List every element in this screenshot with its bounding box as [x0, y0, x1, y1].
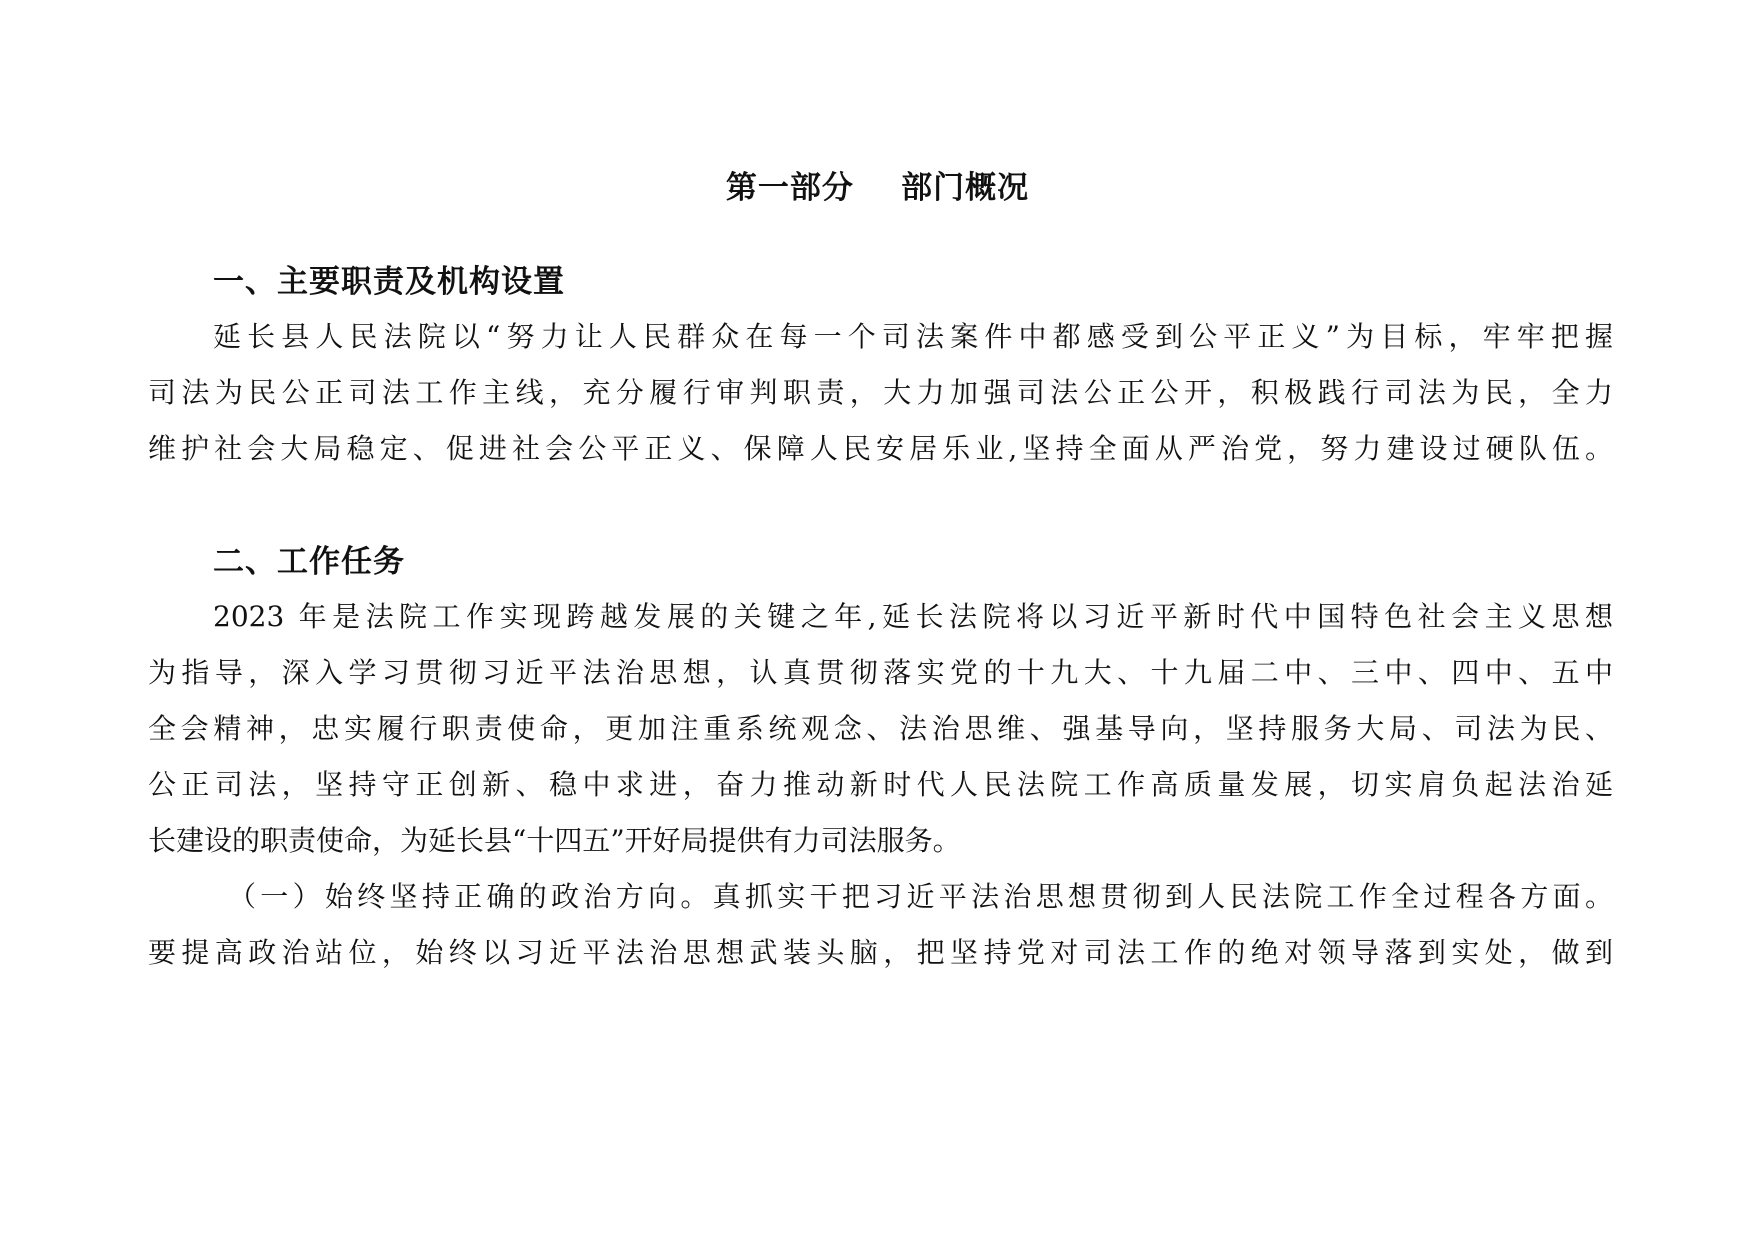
- paragraph-line: 公正司法，坚持守正创新、稳中求进，奋力推动新时代人民法院工作高质量发展，切实肩负起法治延: [148, 768, 1613, 801]
- paragraph-line: 2023 年是法院工作实现跨越发展的关键之年,延长法院将以习近平新时代中国特色社会主义思想: [213, 600, 1613, 633]
- paragraph-line: 要提高政治站位，始终以习近平法治思想武装头脑，把坚持党对司法工作的绝对领导落到实处，做到: [148, 936, 1613, 969]
- paragraph-line: 维护社会大局稳定、促进社会公平正义、保障人民安居乐业,坚持全面从严治党，努力建设过硬队伍。: [148, 432, 1613, 465]
- section-heading-duties: 一、主要职责及机构设置: [213, 264, 565, 300]
- paragraph-line: 延长县人民法院以“努力让人民群众在每一个司法案件中都感受到公平正义”为目标，牢牢把握: [213, 320, 1613, 353]
- paragraph-line: 长建设的职责使命，为延长县“十四五”开好局提供有力司法服务。: [148, 824, 961, 857]
- paragraph-line: 全会精神，忠实履行职责使命，更加注重系统观念、法治思维、强基导向，坚持服务大局、司法为民、: [148, 712, 1613, 745]
- part-title: 第一部分 部门概况: [725, 170, 1030, 206]
- paragraph-line: 为指导，深入学习贯彻习近平法治思想，认真贯彻落实党的十九大、十九届二中、三中、四中、五中: [148, 656, 1613, 689]
- paragraph-line: （一）始终坚持正确的政治方向。真抓实干把习近平法治思想贯彻到人民法院工作全过程各方面。: [228, 880, 1613, 913]
- paragraph-line: 司法为民公正司法工作主线，充分履行审判职责，大力加强司法公正公开，积极践行司法为民，全力: [148, 376, 1613, 409]
- section-heading-tasks: 二、工作任务: [213, 544, 405, 580]
